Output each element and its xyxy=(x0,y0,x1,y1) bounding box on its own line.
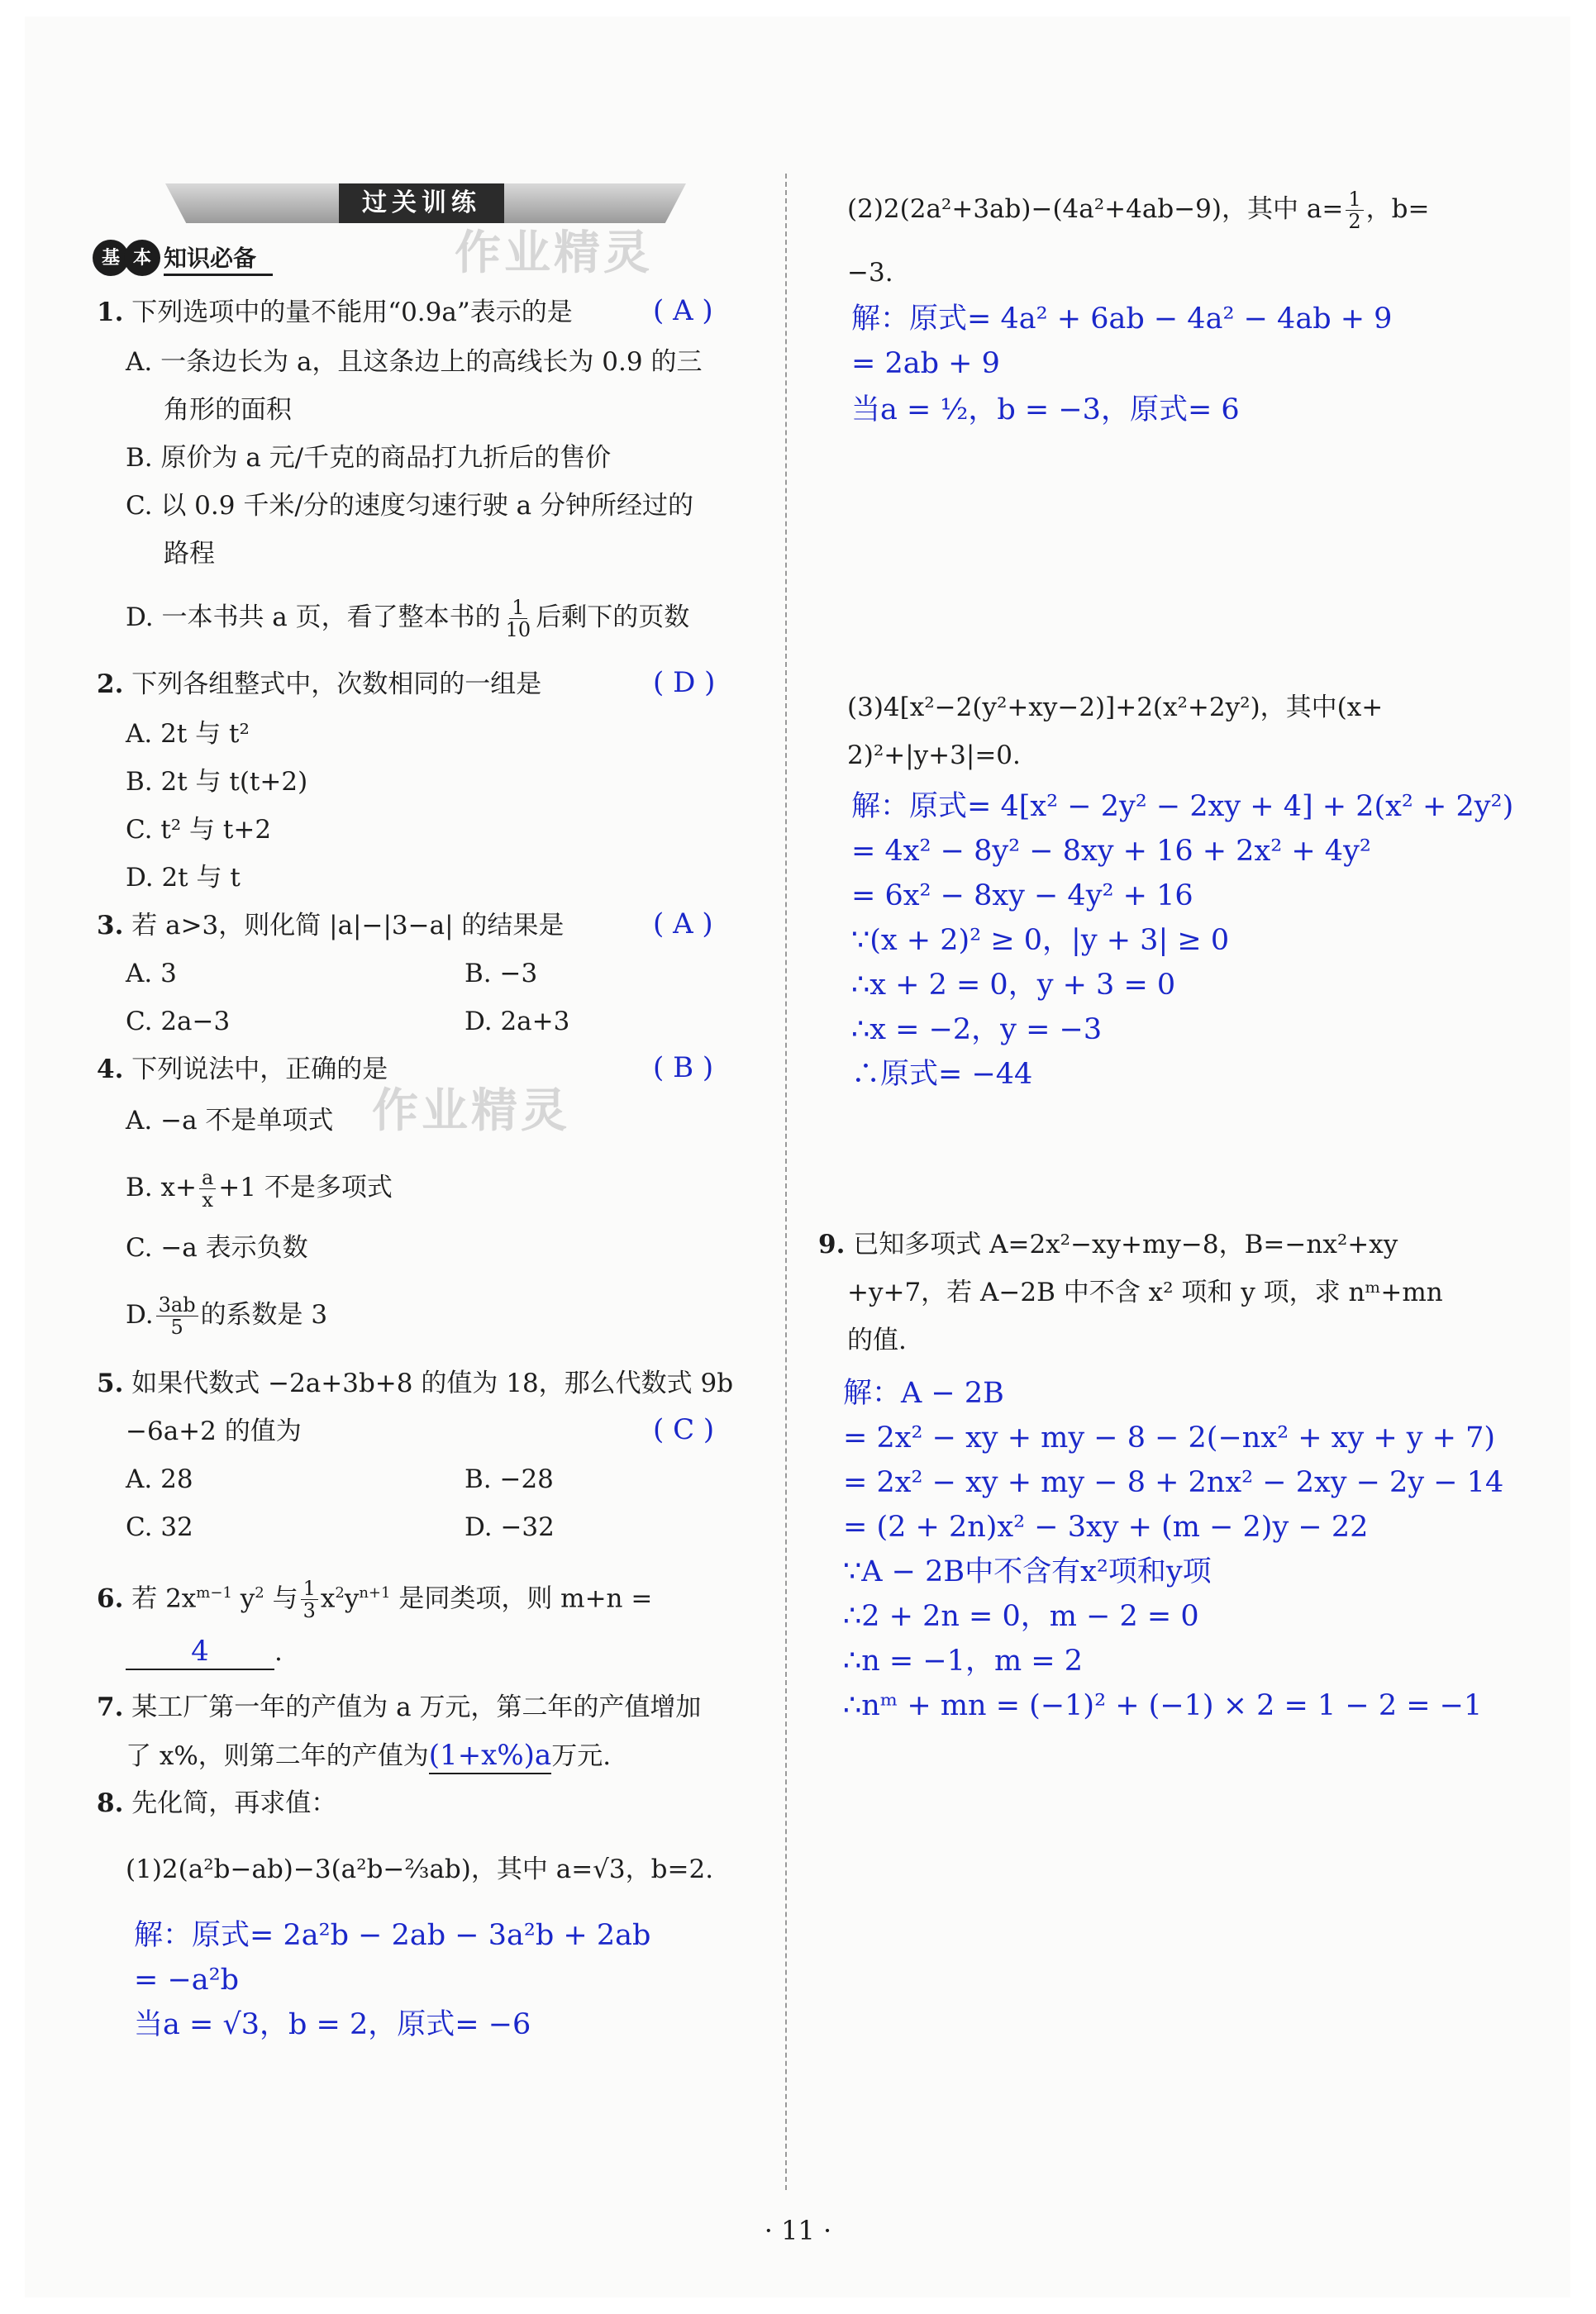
stem-text: ，b= xyxy=(1365,194,1430,224)
page-number: · 11 · xyxy=(764,2215,832,2246)
answer-choice xyxy=(653,666,715,700)
option-a: A. 3 xyxy=(126,959,177,988)
solution-line: 当a = ½，b = −3，原式= 6 xyxy=(851,393,1240,426)
denominator: x xyxy=(202,1188,213,1212)
sub-question-3-cont: 2)²+|y+3|=0. xyxy=(847,740,1021,770)
fraction xyxy=(503,597,534,640)
column-divider xyxy=(785,174,787,2190)
sub-question-2 xyxy=(847,188,1429,232)
question-number: 1. xyxy=(97,298,124,327)
question-5 xyxy=(97,1367,733,1400)
option-c: C. 2a−3 xyxy=(126,1007,231,1036)
option-a: A. 28 xyxy=(126,1464,193,1494)
solution-line: ∴x + 2 = 0，y + 3 = 0 xyxy=(851,969,1176,1002)
solution-line: ∵A − 2B中不含有x²项和y项 xyxy=(843,1555,1212,1588)
section-label: 知识必备 xyxy=(164,240,273,276)
numerator: 1 xyxy=(509,597,526,619)
question-number: 9. xyxy=(818,1230,846,1259)
question-stem-cont: 的值. xyxy=(847,1326,907,1355)
watermark: 作业精灵 xyxy=(372,1083,570,1138)
solution-line: = 2x² − xy + my − 8 + 2nx² − 2xy − 2y − 14 xyxy=(843,1466,1504,1499)
stem-text: 与 xyxy=(264,1583,298,1614)
numerator: 3ab xyxy=(156,1294,198,1317)
stem-text: 若 2x xyxy=(131,1583,197,1614)
option-d: D. 2t 与 t xyxy=(126,863,241,893)
exponent: 2 xyxy=(255,1584,264,1602)
option-d xyxy=(126,1294,327,1338)
option-a: A. 2t 与 t² xyxy=(126,719,250,749)
solution-line: 当a = √3，b = 2，原式= −6 xyxy=(134,2008,531,2041)
question-stem: 已知多项式 A=2x²−xy+my−8，B=−nx²+xy xyxy=(853,1230,1398,1259)
question-stem-cont xyxy=(126,1739,611,1774)
answer-choice xyxy=(653,294,713,328)
solution-line: = (2 + 2n)x² − 3xy + (m − 2)y − 22 xyxy=(843,1511,1369,1544)
question-stem: 下列各组整式中，次数相同的一组是 xyxy=(131,669,542,699)
banner-title: 过关训练 xyxy=(339,183,504,223)
solution-line: = 2x² − xy + my − 8 − 2(−nx² + xy + y + 7) xyxy=(843,1421,1496,1455)
option-text: D. 一本书共 a 页，看了整本书的 xyxy=(126,602,501,632)
exponent: m−1 xyxy=(196,1584,232,1602)
numerator: a xyxy=(199,1167,216,1189)
stem-text: 了 x%，则第二年的产值为 xyxy=(126,1741,429,1771)
question-number: 2. xyxy=(97,669,124,699)
numerator: 1 xyxy=(301,1578,318,1600)
badge-char-2: 本 xyxy=(124,240,160,276)
blank-answer: 4 xyxy=(191,1635,209,1668)
option-c: C. −a 表示负数 xyxy=(126,1233,308,1263)
option-a: A. 一条边长为 a，且这条边上的高线长为 0.9 的三 xyxy=(126,347,703,377)
solution-line: ∴nᵐ + mn = (−1)² + (−1) × 2 = 1 − 2 = −1 xyxy=(843,1689,1483,1722)
solution-line: 解：A − 2B xyxy=(843,1377,1004,1410)
answer-blank-line xyxy=(126,1635,283,1670)
question-number: 7. xyxy=(97,1693,124,1722)
solution-line: = 2ab + 9 xyxy=(851,347,1000,380)
stem-text: (2)2(2a²+3ab)−(4a²+4ab−9)，其中 a= xyxy=(847,194,1344,224)
sub-question-1: (1)2(a²b−ab)−3(a²b−⅔ab)，其中 a=√3，b=2. xyxy=(126,1855,714,1884)
option-d: D. −32 xyxy=(465,1512,555,1542)
question-9 xyxy=(818,1228,1398,1261)
blank-answer: (1+x%)a xyxy=(428,1739,552,1772)
solution-line: ∴原式= −44 xyxy=(851,1058,1033,1091)
option-b: B. 2t 与 t(t+2) xyxy=(126,767,308,797)
solution-line: ∴x = −2，y = −3 xyxy=(851,1013,1103,1046)
question-stem-cont: +y+7，若 A−2B 中不含 x² 项和 y 项，求 nᵐ+mn xyxy=(847,1278,1443,1307)
question-number: 3. xyxy=(97,911,124,940)
solution-line: ∴n = −1，m = 2 xyxy=(843,1645,1084,1678)
question-stem: 下列选项中的量不能用“0.9a”表示的是 xyxy=(131,298,573,327)
answer-blank xyxy=(126,1635,274,1670)
solution-line: = 6x² − 8xy − 4y² + 16 xyxy=(851,879,1193,912)
answer-mark: ( A ) xyxy=(653,907,713,940)
solution-line: = −a²b xyxy=(134,1964,240,1997)
exponent: n+1 xyxy=(359,1584,391,1602)
badge-char-1: 基 xyxy=(93,240,129,276)
solution-line: 解：原式= 2a²b − 2ab − 3a²b + 2ab xyxy=(134,1919,651,1952)
solution-line: ∴2 + 2n = 0，m − 2 = 0 xyxy=(843,1600,1199,1633)
question-stem: 若 a>3，则化简 |a|−|3−a| 的结果是 xyxy=(131,911,565,940)
answer-mark: ( D ) xyxy=(653,666,716,699)
question-stem: 如果代数式 −2a+3b+8 的值为 18，那么代数式 9b xyxy=(131,1369,734,1398)
solution-line: 解：原式= 4[x² − 2y² − 2xy + 4] + 2(x² + 2y²) xyxy=(851,790,1514,823)
option-text: 后剩下的页数 xyxy=(536,602,690,632)
answer-mark: ( C ) xyxy=(653,1413,715,1446)
fraction xyxy=(156,1294,198,1338)
option-b: B. 原价为 a 元/千克的商品打九折后的售价 xyxy=(126,443,612,473)
option-d: D. 2a+3 xyxy=(465,1007,570,1036)
stem-text: y xyxy=(231,1583,255,1614)
sub-question-2-cont: −3. xyxy=(847,258,893,288)
option-b xyxy=(126,1167,393,1211)
question-number: 4. xyxy=(97,1055,124,1084)
stem-text: . xyxy=(274,1637,283,1667)
stem-text: 万元. xyxy=(551,1741,612,1771)
question-8 xyxy=(97,1787,336,1820)
question-stem: 某工厂第一年的产值为 a 万元，第二年的产值增加 xyxy=(131,1693,702,1722)
option-b: B. −3 xyxy=(465,959,538,988)
fraction xyxy=(199,1167,216,1211)
option-c: C. 以 0.9 千米/分的速度匀速行驶 a 分钟所经过的 xyxy=(126,491,693,521)
question-stem-cont: −6a+2 的值为 xyxy=(126,1416,302,1446)
question-number: 8. xyxy=(97,1788,124,1818)
solution-line: 解：原式= 4a² + 6ab − 4a² − 4ab + 9 xyxy=(851,302,1393,336)
answer-blank xyxy=(429,1739,551,1774)
option-text: +1 不是多项式 xyxy=(218,1173,393,1202)
question-number: 5. xyxy=(97,1369,124,1398)
question-6 xyxy=(97,1577,652,1621)
answer-choice xyxy=(653,907,713,941)
denominator: 5 xyxy=(170,1316,183,1339)
answer-choice xyxy=(653,1051,713,1085)
watermark: 作业精灵 xyxy=(455,226,653,280)
option-d xyxy=(126,597,689,640)
exponent: 2 xyxy=(335,1584,345,1602)
option-c: C. t² 与 t+2 xyxy=(126,815,272,845)
question-stem: 下列说法中，正确的是 xyxy=(131,1055,388,1084)
fraction xyxy=(1346,188,1363,232)
stem-text: 是同类项，则 m+n = xyxy=(390,1583,653,1614)
option-text: B. x+ xyxy=(126,1173,197,1202)
option-text: D. xyxy=(126,1300,154,1330)
option-a-cont: 角形的面积 xyxy=(164,395,292,425)
option-c: C. 32 xyxy=(126,1512,193,1542)
option-c-cont: 路程 xyxy=(164,539,215,569)
option-b: B. −28 xyxy=(465,1464,554,1494)
denominator: 3 xyxy=(303,1599,316,1623)
solution-line: ∵(x + 2)² ≥ 0，|y + 3| ≥ 0 xyxy=(851,924,1230,957)
denominator: 2 xyxy=(1348,210,1361,233)
stem-text: x xyxy=(320,1583,336,1614)
fraction xyxy=(301,1578,318,1621)
numerator: 1 xyxy=(1346,188,1363,211)
option-text: 的系数是 3 xyxy=(200,1300,328,1330)
answer-mark: ( B ) xyxy=(653,1051,714,1084)
answer-mark: ( A ) xyxy=(653,294,713,327)
question-stem: 先化简，再求值： xyxy=(131,1788,337,1818)
stem-text: y xyxy=(344,1583,360,1614)
denominator: 10 xyxy=(505,618,531,641)
question-1 xyxy=(97,296,573,329)
answer-choice xyxy=(653,1413,714,1447)
sub-question-3: (3)4[x²−2(y²+xy−2)]+2(x²+2y²)，其中(x+ xyxy=(847,693,1384,722)
solution-line: = 4x² − 8y² − 8xy + 16 + 2x² + 4y² xyxy=(851,835,1371,868)
question-4 xyxy=(97,1053,388,1086)
question-2 xyxy=(97,668,541,701)
section-badge xyxy=(93,240,273,276)
question-3 xyxy=(97,909,564,942)
option-a: A. −a 不是单项式 xyxy=(126,1106,334,1136)
question-number: 6. xyxy=(97,1583,124,1614)
question-7 xyxy=(97,1691,701,1724)
